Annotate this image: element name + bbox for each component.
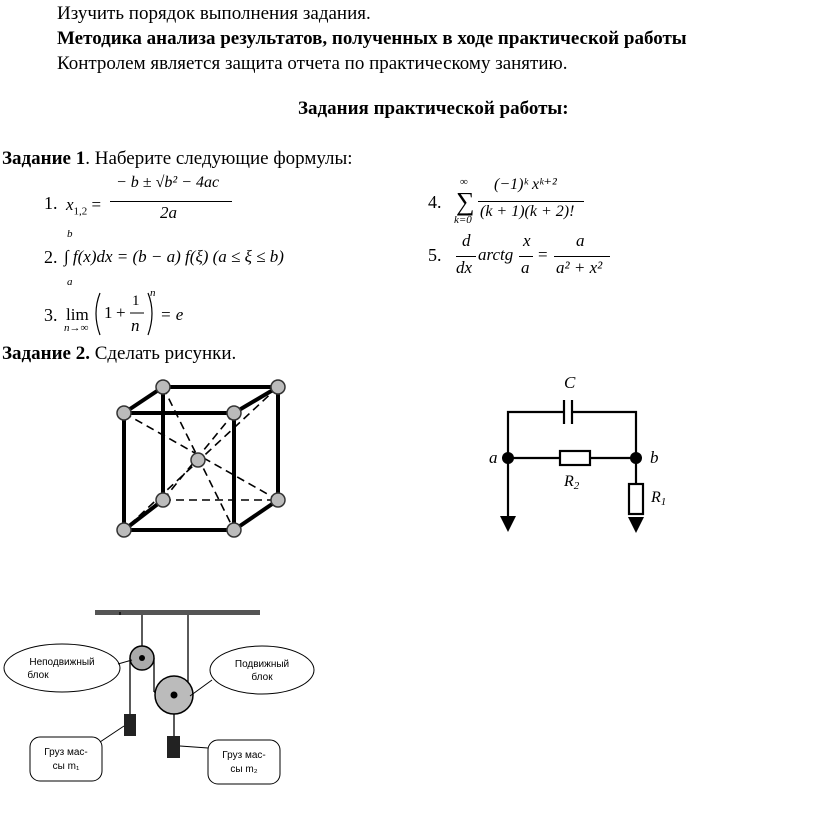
fixed-block-label-2: блок [27, 670, 49, 681]
methodology-heading: Методика анализа результатов, полученных в ходе практической работы [57, 28, 687, 49]
moving-block-label-1: Подвижный [234, 659, 290, 670]
formula-5-d: d [462, 231, 471, 250]
task2-heading [2, 343, 236, 365]
formula-1: 1. [44, 193, 58, 213]
mass-1-label-1: Груз мас- [44, 747, 88, 758]
node-a-label: a [489, 448, 498, 467]
formula-2: 2. [44, 247, 58, 267]
task2-text: Сделать рисунки. [89, 343, 237, 364]
formula-5-bar-1 [456, 256, 476, 257]
formula-5-a: a [521, 258, 530, 277]
task1-heading [2, 148, 353, 170]
moving-block-label-2: блок [251, 672, 273, 683]
formula-3: 3. [44, 305, 58, 325]
formula-5-x: x [523, 231, 531, 250]
section-title: Задания практической работы: [298, 98, 569, 119]
fixed-block-callout [4, 644, 120, 692]
task1-label: Задание 1 [2, 148, 86, 169]
formula-4-upper: ∞ [460, 176, 468, 188]
mass-1-block [124, 714, 136, 736]
moving-block-callout [210, 646, 314, 694]
formula-3-lim: lim [66, 305, 89, 324]
mass-2-block [167, 736, 180, 758]
formula-3-sub: n→∞ [64, 322, 89, 334]
mass-2-label-1: Груз мас- [222, 750, 266, 761]
formula-2-upper: b [67, 228, 73, 240]
instruction-line: Изучить порядок выполнения задания. [57, 3, 371, 24]
formula-3-rhs: = e [160, 305, 184, 324]
fixed-block-label-1: Неподвижный [29, 657, 95, 668]
formula-4: 4. [428, 192, 442, 212]
formula-4-sigma: ∑ [456, 187, 475, 216]
formula-5: 5. [428, 245, 442, 265]
formula-4-fraction-bar [478, 201, 584, 202]
mass-1-callout [30, 737, 102, 781]
formula-5-eq: = [538, 245, 548, 264]
formula-2-body: ∫ f(x)dx = (b − a) f(ξ) (a ≤ ξ ≤ b) [64, 247, 284, 266]
circuit-diagram [484, 372, 684, 542]
cube-diagram [110, 380, 310, 540]
formula-3-power: n [150, 287, 156, 299]
formula-5-bar-3 [554, 256, 610, 257]
formula-2-lower: a [67, 276, 73, 288]
formula-1-denominator: 2a [160, 203, 177, 222]
formula-5-denominator: a² + x² [556, 258, 603, 277]
formula-4-numerator: (−1)ᵏ xᵏ⁺² [494, 176, 557, 193]
task1-text: . Наберите следующие формулы: [85, 148, 353, 169]
formula-5-bar-2 [519, 256, 533, 257]
task2-label: Задание 2. [2, 343, 90, 364]
formula-1-lhs: $x_{1,2}$ = [66, 195, 102, 218]
svg-text:1: 1 [104, 303, 113, 322]
formula-3-denominator: n [131, 316, 140, 335]
pulley-diagram [0, 610, 300, 810]
capacitor-label: C [564, 373, 576, 392]
formula-5-arctg: arctg [478, 245, 514, 264]
formula-1-numerator: − b ± √b² − 4ac [116, 174, 220, 191]
formula-5-dx: dx [456, 258, 473, 277]
formula-4-denominator: (k + 1)(k + 2)! [480, 203, 575, 220]
mass-2-label-2: сы m₂ [230, 764, 258, 775]
node-b-label: b [650, 448, 659, 467]
resistor-r1-label: R1 [651, 489, 667, 508]
formula-1-fraction-bar [110, 201, 232, 202]
svg-text:+: + [116, 303, 126, 322]
resistor-r2-label: R2 [564, 473, 580, 492]
mass-1-label-2: сы m₁ [52, 761, 80, 772]
formula-5-numerator: a [576, 231, 585, 250]
control-line: Контролем является защита отчета по практическому занятию. [57, 53, 568, 74]
mass-2-callout [208, 740, 280, 784]
formula-4-lower: k=0 [454, 214, 472, 226]
formula-3-numerator: 1 [132, 293, 140, 309]
